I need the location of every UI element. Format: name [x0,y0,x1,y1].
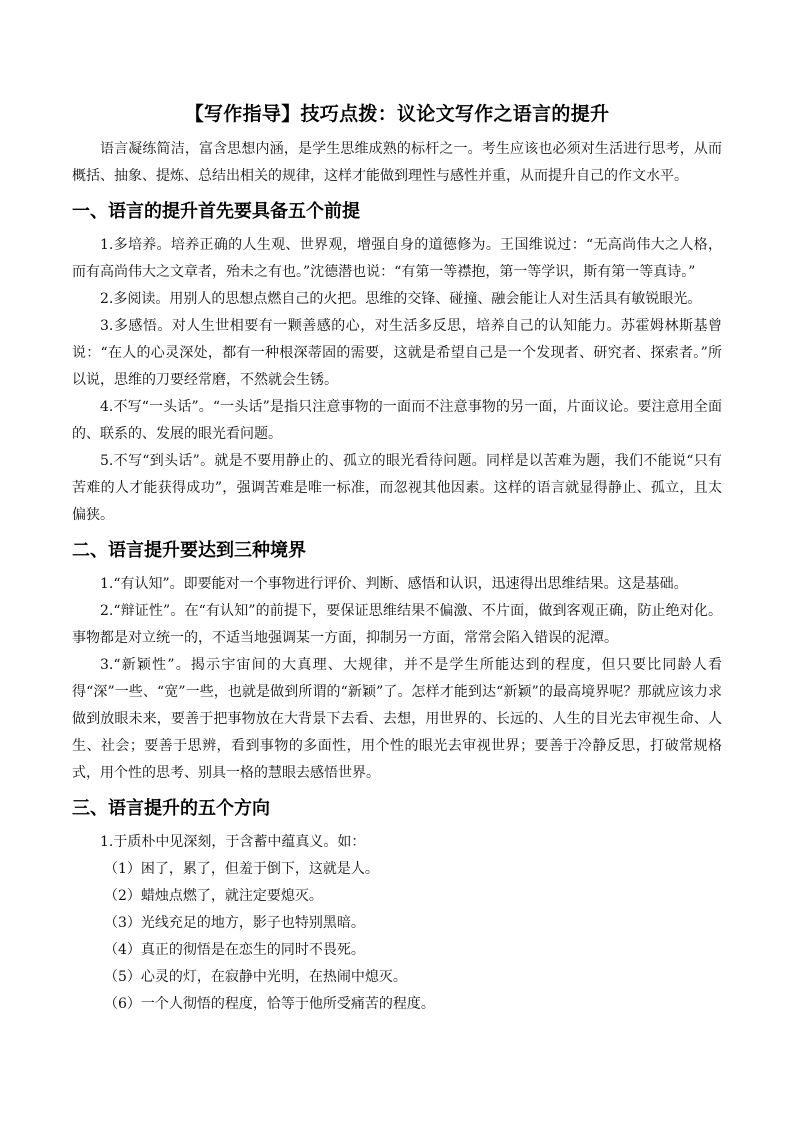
example-item: （1）困了，累了，但羞于倒下，这就是人。 [104,861,379,877]
list-item: 3.多感悟。对人生世相要有一颗善感的心，对生活多反思，培养自己的认知能力。苏霍姆林斯基曾说：“在人的心灵深处，都有一种根深蒂固的需要，这就是希望自己是一个发现者、研究者、探索者。”所以说，思维的刀要经常磨，不然就会生锈。 [72,318,722,388]
example-item: （6）一个人彻悟的程度，恰等于他所受痛苦的程度。 [104,996,435,1012]
example-item: （3）光线充足的地方，影子也特别黑暗。 [104,915,365,931]
intro-paragraph: 语言凝练简洁，富含思想内涵，是学生思维成熟的标杆之一。考生应该也必须对生活进行思考，从而概括、抽象、提炼、总结出相关的规律，这样才能做到理性与感性并重，从而提升自己的作文水平。 [72,141,722,184]
list-item: 3.“新颖性”。揭示宇宙间的大真理、大规律，并不是学生所能达到的程度，但只要比同龄人看得“深”一些、“宽”一些，也就是做到所谓的“新颖”了。怎样才能到达“新颖”的最高境界呢？那就应该力求做到放眼未来，要善于把事物放在大背景下去看、去想，用世界的、长远的、人生的目光去审视生命、人生、社会；要善于思辨，看到事物的多面性，用个性的眼光去审视世界；要善于冷静反思，打破常规格式，用个性的思考、别具一格的慧眼去感悟世界。 [72,657,722,781]
section-heading: 二、语言提升要达到三种境界 [72,540,306,561]
section-heading: 一、语言的提升首先要具备五个前提 [72,201,360,222]
list-item: 4.不写“一头话”。“一头话”是指只注意事物的一面而不注意事物的另一面，片面议论。要注意用全面的、联系的、发展的眼光看问题。 [72,399,722,442]
example-item: （5）心灵的灯，在寂静中光明，在热闹中熄灭。 [104,969,407,985]
list-item: 2.多阅读。用别人的思想点燃自己的火把。思维的交锋、碰撞、融会能让人对生活具有敏锐眼光。 [100,291,702,307]
list-item: 5.不写“到头话”。就是不要用静止的、孤立的眼光看待问题。同样是以苦难为题，我们不能说“只有苦难的人才能获得成功”，强调苦难是唯一标准，而忽视其他因素。这样的语言就显得静止、孤立，且太偏狭。 [72,453,722,523]
list-item: 1.于质朴中见深刻，于含蓄中蕴真义。如： [100,834,366,850]
list-item: 1.多培养。培养正确的人生观、世界观，增强自身的道德修为。王国维说过：“无高尚伟大之人格，而有高尚伟大之文章者，殆未之有也。”沈德潜也说：“有第一等襟抱，第一等学识，斯有第一等真诗。” [72,237,722,280]
list-item: 2.“辩证性”。在“有认知”的前提下，要保证思维结果不偏激、不片面，做到客观正确，防止绝对化。事物都是对立统一的，不适当地强调某一方面，抑制另一方面，常常会陷入错误的泥潭。 [72,603,722,646]
section-heading: 三、语言提升的五个方向 [72,798,270,819]
section-3 [72,793,722,1018]
section-2 [72,535,722,787]
list-item: 1.“有认知”。即要能对一个事物进行评价、判断、感悟和认识，迅速得出思维结果。这是基础。 [100,576,688,592]
example-item: （2）蜡烛点燃了，就注定要熄灭。 [104,888,323,904]
document-title: 【写作指导】技巧点拨：议论文写作之语言的提升 [184,103,610,125]
example-item: （4）真正的彻悟是在恋生的同时不畏死。 [104,942,365,958]
section-1 [72,196,722,529]
